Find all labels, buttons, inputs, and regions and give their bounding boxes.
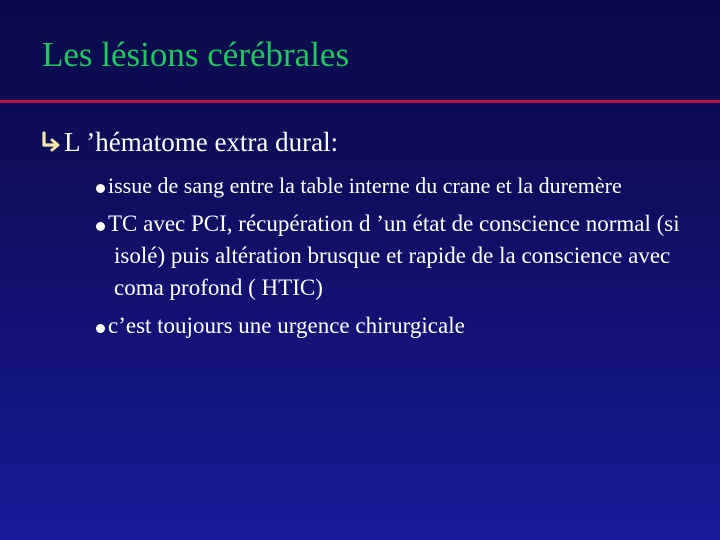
- list-item: [94, 310, 694, 342]
- bullet-list: [94, 170, 694, 348]
- bullet-icon: [96, 184, 105, 193]
- main-point: [40, 126, 338, 158]
- list-item-text: issue de sang entre la table interne du crane et la duremère: [108, 173, 622, 198]
- main-point-text: L ’hématome extra dural:: [64, 127, 339, 157]
- slide-title: Les lésions cérébrales: [42, 35, 350, 74]
- bullet-icon: [96, 222, 105, 231]
- title-divider: [0, 100, 720, 103]
- list-item: [94, 170, 694, 202]
- list-item-text: TC avec PCI, récupération d ’un état de conscience normal (si isolé) puis altération brusque et rapide de la conscience avec coma profond ( HTIC): [108, 211, 680, 300]
- curved-arrow-icon: [40, 129, 62, 155]
- list-item: [94, 208, 694, 304]
- bullet-icon: [96, 324, 105, 333]
- list-item-text: c’est toujours une urgence chirurgicale: [108, 313, 465, 338]
